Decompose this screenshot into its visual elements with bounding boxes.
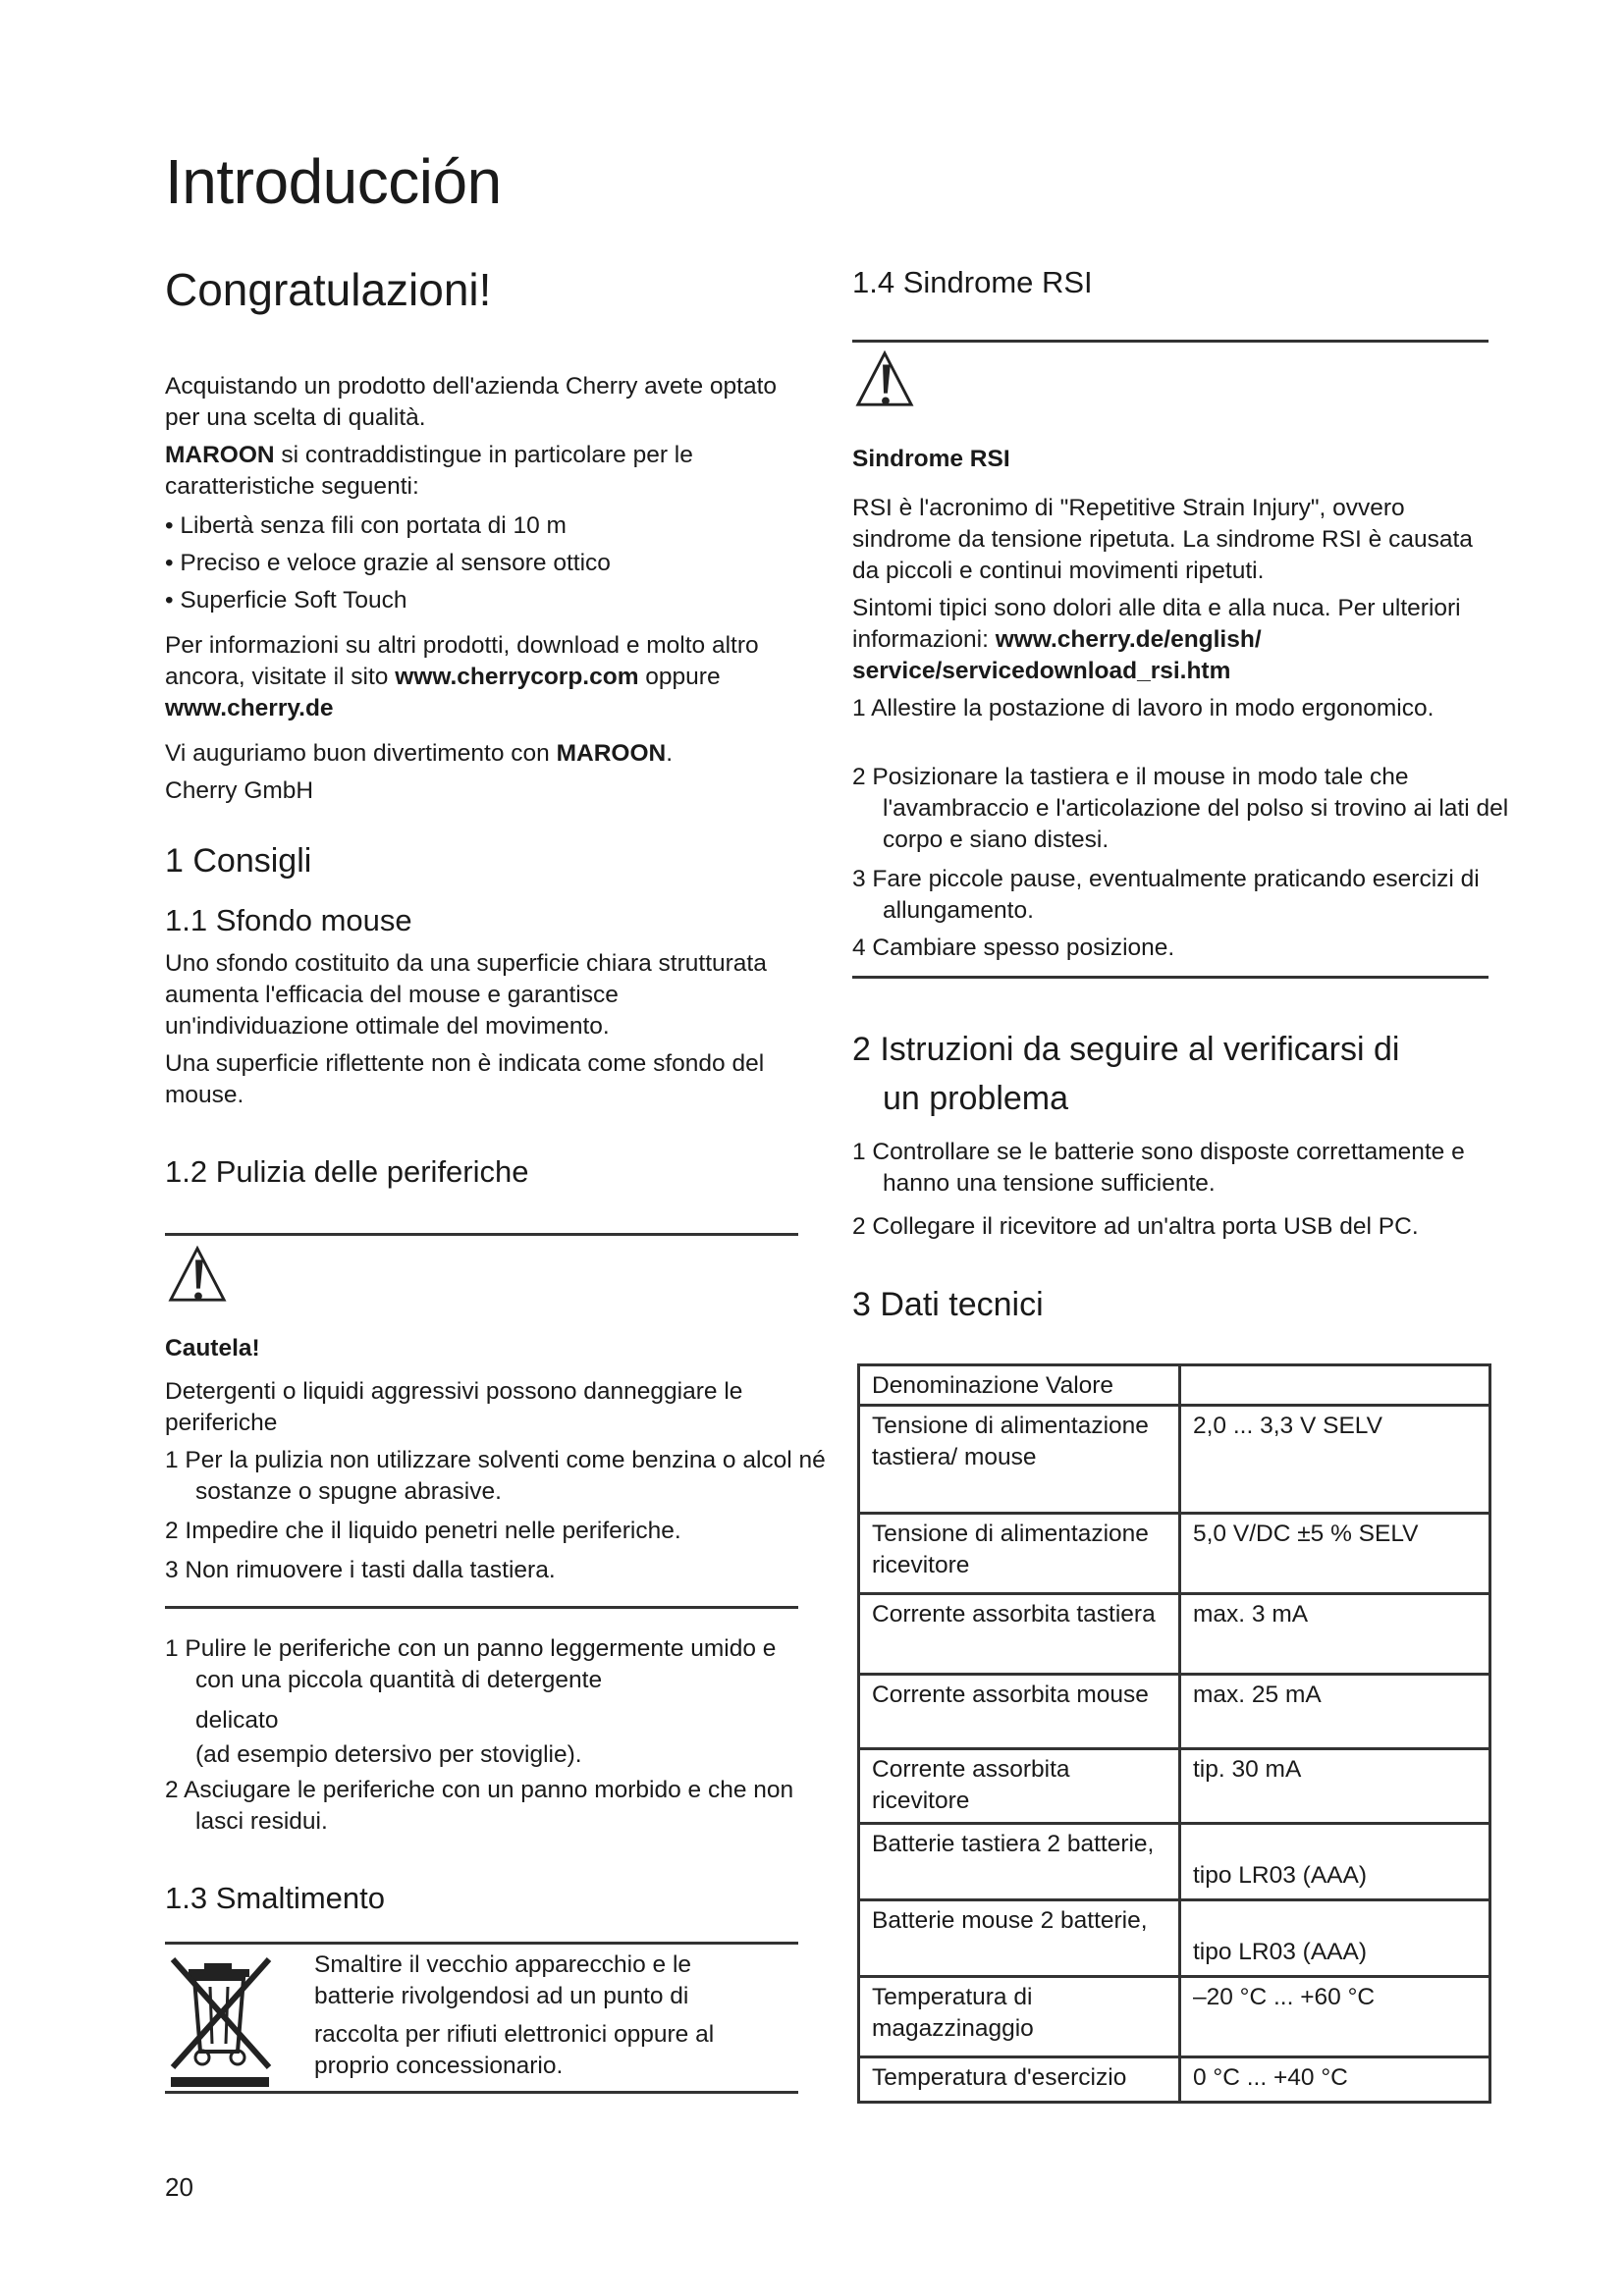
section-1-1-paragraph-1: Uno sfondo costituito da una superficie chiara strutturata aumenta l'efficacia del mouse e garantisce un'individuazione ottimale del movimento. bbox=[165, 950, 767, 1040]
disposal-top-rule bbox=[165, 1942, 798, 1945]
table-cell-value: tip. 30 mA bbox=[1180, 1749, 1490, 1824]
rsi-paragraph-1: RSI è l'acronimo di "Repetitive Strain Injury", ovvero sindrome da tensione ripetuta. La sindrome RSI è causata da piccoli e continui movimenti ripetuti. bbox=[852, 495, 1473, 584]
rsi-box-title: Sindrome RSI bbox=[852, 446, 1010, 472]
intro-paragraph-3 bbox=[165, 630, 793, 724]
problem-item-2: 2 Collegare il ricevitore ad un'altra porta USB del PC. bbox=[852, 1213, 1419, 1240]
table-cell-value: 5,0 V/DC ±5 % SELV bbox=[1180, 1514, 1490, 1594]
rsi-item-2: 2 Posizionare la tastiera e il mouse in modo tale che l'avambraccio e l'articolazione del polso si trovino ai lati del corpo e siano distesi. bbox=[852, 764, 1509, 853]
table-row bbox=[859, 2057, 1490, 2103]
feature-bullet-1: • Libertà senza fili con portata di 10 m bbox=[165, 512, 567, 539]
cleaning-step-1: 1 Pulire le periferiche con un panno leggermente umido e con una piccola quantità di detergente bbox=[165, 1635, 777, 1693]
section-3-heading: 3 Dati tecnici bbox=[852, 1286, 1044, 1323]
section-1-3-heading: 1.3 Smaltimento bbox=[165, 1881, 385, 1915]
cleaning-step-1-cont: delicato bbox=[195, 1707, 279, 1734]
disposal-text-1: Smaltire il vecchio apparecchio e le batterie rivolgendosi ad un punto di bbox=[314, 1951, 692, 2009]
intro-paragraph-4-end: . bbox=[666, 740, 674, 767]
table-row bbox=[859, 1594, 1490, 1675]
table-cell-value: tipo LR03 (AAA) bbox=[1180, 1824, 1490, 1900]
section-1-heading: 1 Consigli bbox=[165, 842, 312, 880]
table-cell-label: Tensione di alimentazione tastiera/ mouse bbox=[859, 1406, 1180, 1514]
table-cell-value: 2,0 ... 3,3 V SELV bbox=[1180, 1406, 1490, 1514]
table-header-row bbox=[859, 1365, 1490, 1406]
table-cell-value: 0 °C ... +40 °C bbox=[1180, 2057, 1490, 2103]
section-2-heading-line-1: 2 Istruzioni da seguire al verificarsi di bbox=[852, 1031, 1400, 1068]
disposal-bottom-rule bbox=[165, 2091, 798, 2094]
cleaning-step-1-example: (ad esempio detersivo per stoviglie). bbox=[195, 1741, 582, 1768]
section-1-1-paragraph-2: Una superficie riflettente non è indicata come sfondo del mouse. bbox=[165, 1050, 765, 1108]
problem-item-1: 1 Controllare se le batterie sono disposte correttamente e hanno una tensione sufficiente. bbox=[852, 1139, 1465, 1197]
rsi-warning-icon bbox=[854, 349, 915, 410]
warning-item-1: 1 Per la pulizia non utilizzare solventi come benzina o alcol né sostanze o spugne abrasive. bbox=[165, 1447, 826, 1505]
warning-title: Cautela! bbox=[165, 1335, 260, 1362]
intro-paragraph-4-text: Vi auguriamo buon divertimento con bbox=[165, 740, 557, 767]
intro-paragraph-2-text: si contraddistingue in particolare per le caratteristiche seguenti: bbox=[165, 442, 693, 500]
table-cell-label: Corrente assorbita tastiera bbox=[859, 1594, 1180, 1675]
brand-name-2: MAROON bbox=[556, 740, 667, 767]
signature: Cherry GmbH bbox=[165, 777, 314, 804]
table-cell-value: max. 3 mA bbox=[1180, 1594, 1490, 1675]
table-row bbox=[859, 1900, 1490, 1977]
intro-paragraph-3-text: Per informazioni su altri prodotti, download e molto altro ancora, visitate il sito bbox=[165, 632, 759, 690]
table-row bbox=[859, 1406, 1490, 1514]
intro-paragraph-4 bbox=[165, 738, 673, 770]
section-1-1-heading: 1.1 Sfondo mouse bbox=[165, 903, 412, 937]
intro-heading: Congratulazioni! bbox=[165, 264, 492, 315]
page-number: 20 bbox=[165, 2172, 193, 2202]
warning-text: Detergenti o liquidi aggressivi possono danneggiare le periferiche bbox=[165, 1378, 743, 1436]
table-cell-value: max. 25 mA bbox=[1180, 1675, 1490, 1749]
section-1-2-heading: 1.2 Pulizia delle periferiche bbox=[165, 1154, 529, 1189]
table-cell-value: –20 °C ... +60 °C bbox=[1180, 1977, 1490, 2057]
section-1-4-heading: 1.4 Sindrome RSI bbox=[852, 265, 1093, 299]
table-cell-label: Batterie mouse 2 batterie, bbox=[859, 1900, 1180, 1977]
warning-item-3: 3 Non rimuovere i tasti dalla tastiera. bbox=[165, 1557, 556, 1583]
table-row bbox=[859, 1824, 1490, 1900]
disposal-text-2: raccolta per rifiuti elettronici oppure al proprio concessionario. bbox=[314, 2021, 715, 2079]
feature-bullet-3: • Superficie Soft Touch bbox=[165, 587, 407, 614]
tech-data-table bbox=[857, 1363, 1491, 2104]
warning-icon bbox=[167, 1245, 228, 1306]
table-cell-label: Temperatura d'esercizio bbox=[859, 2057, 1180, 2103]
rsi-bottom-rule bbox=[852, 976, 1489, 979]
link-rsi-download[interactable]: www.cherry.de/english/ service/servicedownload_rsi.htm bbox=[852, 626, 1262, 684]
cleaning-step-2: 2 Asciugare le periferiche con un panno morbido e che non lasci residui. bbox=[165, 1777, 794, 1835]
table-cell-label: Temperatura di magazzinaggio bbox=[859, 1977, 1180, 2057]
rsi-top-rule bbox=[852, 340, 1489, 343]
table-cell-label: Corrente assorbita ricevitore bbox=[859, 1749, 1180, 1824]
table-cell-label: Batterie tastiera 2 batterie, bbox=[859, 1824, 1180, 1900]
table-header-cell bbox=[1180, 1365, 1490, 1406]
feature-bullet-2: • Preciso e veloce grazie al sensore ottico bbox=[165, 550, 611, 576]
weee-bin-icon bbox=[167, 1953, 285, 2091]
warning-item-2: 2 Impedire che il liquido penetri nelle periferiche. bbox=[165, 1518, 681, 1544]
warning-bottom-rule bbox=[165, 1606, 798, 1609]
table-row bbox=[859, 1749, 1490, 1824]
table-cell-label: Corrente assorbita mouse bbox=[859, 1675, 1180, 1749]
page-title: Introducción bbox=[165, 146, 502, 217]
link-cherry-de[interactable]: www.cherry.de bbox=[165, 695, 334, 721]
intro-paragraph-3-or: oppure bbox=[638, 664, 721, 690]
rsi-item-3: 3 Fare piccole pause, eventualmente praticando esercizi di allungamento. bbox=[852, 866, 1480, 924]
intro-paragraph-1: Acquistando un prodotto dell'azienda Cherry avete optato per una scelta di qualità. bbox=[165, 373, 778, 431]
warning-top-rule bbox=[165, 1233, 798, 1236]
table-row bbox=[859, 1514, 1490, 1594]
link-cherrycorp[interactable]: www.cherrycorp.com bbox=[395, 664, 639, 690]
rsi-item-1: 1 Allestire la postazione di lavoro in modo ergonomico. bbox=[852, 695, 1435, 721]
table-row bbox=[859, 1977, 1490, 2057]
rsi-item-4: 4 Cambiare spesso posizione. bbox=[852, 934, 1175, 961]
rsi-paragraph-2-text: Sintomi tipici sono dolori alle dita e alla nuca. Per ulteriori informazioni: bbox=[852, 595, 1461, 653]
table-cell-value: tipo LR03 (AAA) bbox=[1180, 1900, 1490, 1977]
brand-name: MAROON bbox=[165, 442, 275, 468]
table-row bbox=[859, 1675, 1490, 1749]
table-header-cell: Denominazione Valore bbox=[859, 1365, 1180, 1406]
table-cell-label: Tensione di alimentazione ricevitore bbox=[859, 1514, 1180, 1594]
rsi-paragraph-2 bbox=[852, 593, 1489, 687]
intro-paragraph-2 bbox=[165, 440, 793, 503]
section-2-heading-line-2: un problema bbox=[883, 1080, 1069, 1117]
